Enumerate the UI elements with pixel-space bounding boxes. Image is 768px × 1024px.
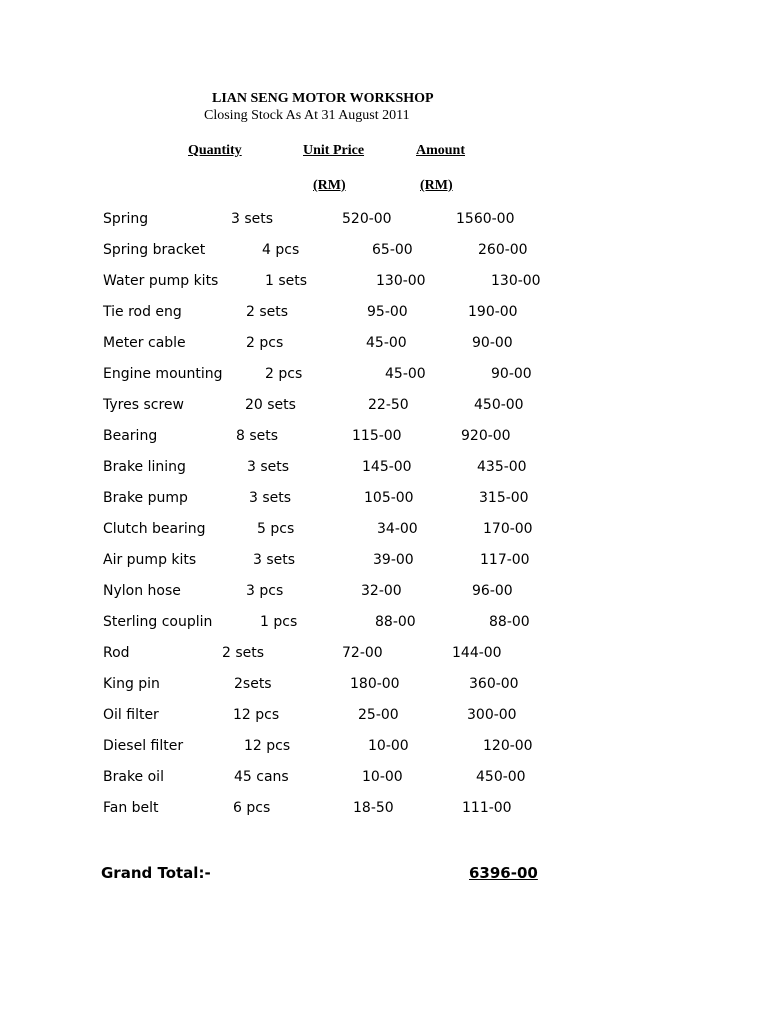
item-name: Bearing — [103, 428, 158, 444]
item-amount: 360-00 — [469, 676, 519, 692]
document-title: LIAN SENG MOTOR WORKSHOP — [212, 91, 434, 106]
grand-total-value: 6396-00 — [469, 864, 538, 882]
item-name: Engine mounting — [103, 366, 223, 382]
table-row — [0, 738, 768, 762]
item-unit-price: 105-00 — [364, 490, 414, 506]
item-name: Sterling couplin — [103, 614, 213, 630]
table-row — [0, 707, 768, 731]
item-unit-price: 72-00 — [342, 645, 383, 661]
quantity-header: Quantity — [188, 143, 242, 158]
grand-total-label: Grand Total:- — [101, 864, 211, 882]
table-row — [0, 397, 768, 421]
item-unit-price: 180-00 — [350, 676, 400, 692]
item-unit-price: 22-50 — [368, 397, 409, 413]
item-name: Fan belt — [103, 800, 159, 816]
item-amount: 170-00 — [483, 521, 533, 537]
item-unit-price: 520-00 — [342, 211, 392, 227]
item-unit-price: 18-50 — [353, 800, 394, 816]
item-name: Nylon hose — [103, 583, 181, 599]
table-row — [0, 459, 768, 483]
item-amount: 315-00 — [479, 490, 529, 506]
item-unit-price: 65-00 — [372, 242, 413, 258]
item-amount: 90-00 — [472, 335, 513, 351]
table-row — [0, 428, 768, 452]
table-row — [0, 552, 768, 576]
table-row — [0, 583, 768, 607]
item-unit-price: 45-00 — [366, 335, 407, 351]
item-name: Water pump kits — [103, 273, 219, 289]
item-name: Diesel filter — [103, 738, 184, 754]
table-row — [0, 211, 768, 235]
item-amount: 120-00 — [483, 738, 533, 754]
item-name: Tie rod eng — [103, 304, 182, 320]
item-amount: 450-00 — [474, 397, 524, 413]
item-name: Brake oil — [103, 769, 164, 785]
item-name: Air pump kits — [103, 552, 197, 568]
item-unit-price: 145-00 — [362, 459, 412, 475]
amount-header: Amount — [416, 143, 466, 158]
item-name: King pin — [103, 676, 160, 692]
table-row — [0, 242, 768, 266]
item-quantity: 45 cans — [234, 769, 289, 785]
table-row — [0, 769, 768, 793]
item-quantity: 3 sets — [249, 490, 292, 506]
item-quantity: 6 pcs — [233, 800, 271, 816]
item-quantity: 2 sets — [246, 304, 289, 320]
item-unit-price: 32-00 — [361, 583, 402, 599]
item-unit-price: 39-00 — [373, 552, 414, 568]
item-amount: 260-00 — [478, 242, 528, 258]
item-amount: 435-00 — [477, 459, 527, 475]
item-quantity: 20 sets — [245, 397, 296, 413]
item-quantity: 4 pcs — [262, 242, 300, 258]
document-subtitle: Closing Stock As At 31 August 2011 — [204, 108, 410, 123]
amount-currency: (RM) — [420, 178, 453, 193]
table-row — [0, 304, 768, 328]
item-name: Spring — [103, 211, 149, 227]
item-name: Clutch bearing — [103, 521, 206, 537]
table-row — [0, 366, 768, 390]
unit-price-header: Unit Price — [303, 143, 365, 158]
item-amount: 450-00 — [476, 769, 526, 785]
item-amount: 96-00 — [472, 583, 513, 599]
item-amount: 117-00 — [480, 552, 530, 568]
item-quantity: 2 pcs — [265, 366, 303, 382]
table-row — [0, 676, 768, 700]
item-quantity: 2sets — [234, 676, 272, 692]
table-row — [0, 273, 768, 297]
item-unit-price: 115-00 — [352, 428, 402, 444]
item-unit-price: 88-00 — [375, 614, 416, 630]
table-row — [0, 645, 768, 669]
item-unit-price: 34-00 — [377, 521, 418, 537]
item-amount: 1560-00 — [456, 211, 515, 227]
item-amount: 920-00 — [461, 428, 511, 444]
table-row — [0, 800, 768, 824]
table-row — [0, 614, 768, 638]
item-quantity: 3 sets — [231, 211, 274, 227]
item-unit-price: 130-00 — [376, 273, 426, 289]
unit-price-currency: (RM) — [313, 178, 346, 193]
item-quantity: 8 sets — [236, 428, 279, 444]
table-row — [0, 490, 768, 514]
item-name: Spring bracket — [103, 242, 206, 258]
item-unit-price: 95-00 — [367, 304, 408, 320]
table-row — [0, 335, 768, 359]
item-name: Rod — [103, 645, 130, 661]
item-quantity: 12 pcs — [233, 707, 280, 723]
item-amount: 130-00 — [491, 273, 541, 289]
item-amount: 190-00 — [468, 304, 518, 320]
item-quantity: 12 pcs — [244, 738, 291, 754]
item-name: Tyres screw — [103, 397, 184, 413]
item-quantity: 2 sets — [222, 645, 265, 661]
item-name: Brake lining — [103, 459, 186, 475]
item-name: Brake pump — [103, 490, 188, 506]
item-quantity: 3 pcs — [246, 583, 284, 599]
item-quantity: 3 sets — [253, 552, 296, 568]
item-amount: 144-00 — [452, 645, 502, 661]
item-quantity: 5 pcs — [257, 521, 295, 537]
item-amount: 111-00 — [462, 800, 512, 816]
item-name: Oil filter — [103, 707, 159, 723]
item-quantity: 2 pcs — [246, 335, 284, 351]
item-name: Meter cable — [103, 335, 186, 351]
item-quantity: 3 sets — [247, 459, 290, 475]
item-unit-price: 10-00 — [362, 769, 403, 785]
item-unit-price: 25-00 — [358, 707, 399, 723]
item-amount: 300-00 — [467, 707, 517, 723]
item-amount: 90-00 — [491, 366, 532, 382]
item-unit-price: 10-00 — [368, 738, 409, 754]
table-row — [0, 521, 768, 545]
item-quantity: 1 pcs — [260, 614, 298, 630]
item-unit-price: 45-00 — [385, 366, 426, 382]
item-amount: 88-00 — [489, 614, 530, 630]
item-quantity: 1 sets — [265, 273, 308, 289]
